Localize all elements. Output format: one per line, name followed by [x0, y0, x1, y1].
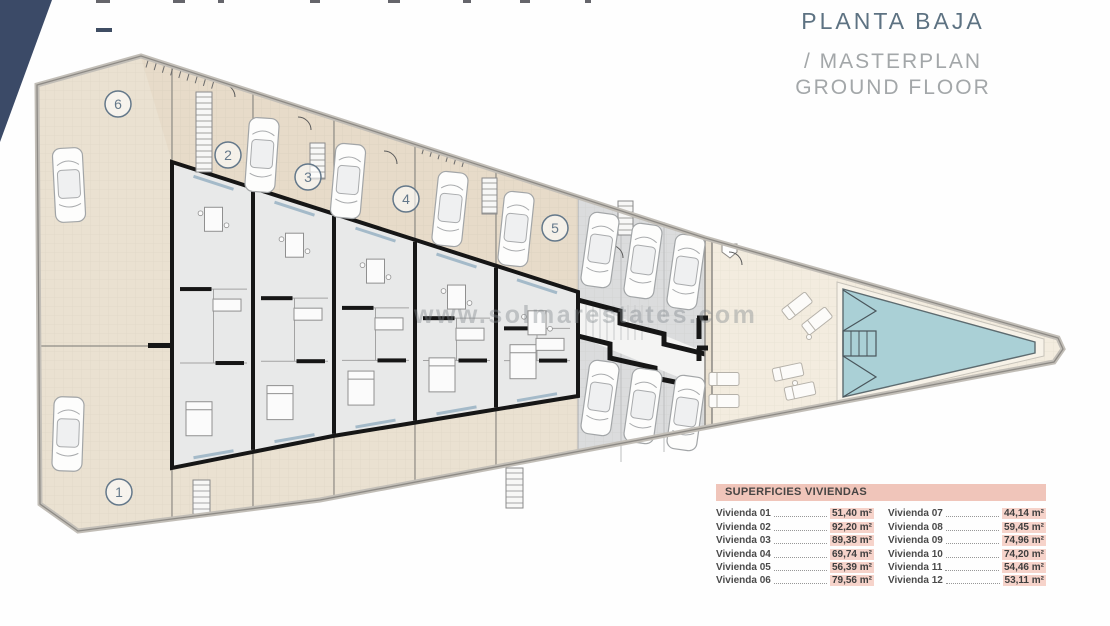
sofa-icon [375, 318, 403, 330]
vivienda-label: Vivienda 01 [716, 508, 771, 520]
dot-leader [946, 575, 1000, 584]
area-value: 51,40 m² [831, 508, 872, 520]
unit-number: 2 [224, 147, 232, 163]
unit-number: 3 [304, 169, 312, 185]
dot-leader [946, 522, 999, 531]
sofa-icon [536, 338, 564, 350]
area-row [888, 506, 1046, 519]
plan-title [728, 8, 1058, 101]
area-row [716, 533, 874, 546]
sun-lounger-icon [709, 395, 739, 408]
dot-leader [774, 575, 827, 584]
bed-icon [267, 386, 293, 420]
unit-number: 5 [551, 220, 559, 236]
stairs-icon [506, 468, 523, 508]
vivienda-label: Vivienda 10 [888, 548, 943, 560]
dot-leader [774, 549, 827, 558]
area-row [716, 519, 874, 532]
dot-leader [946, 549, 999, 558]
area-value: 44,14 m² [1003, 508, 1044, 520]
surface-areas-table [716, 484, 1046, 586]
area-value: 53,11 m² [1004, 575, 1044, 587]
bed-icon [186, 402, 212, 436]
area-value: 74,96 m² [1003, 535, 1044, 547]
car-icon [330, 143, 366, 219]
dot-leader [946, 535, 999, 544]
vivienda-label: Vivienda 11 [888, 561, 943, 573]
unit-number: 6 [114, 96, 122, 112]
unit-marker-3 [295, 164, 321, 190]
area-value: 59,45 m² [1003, 521, 1044, 533]
area-row [888, 533, 1046, 546]
area-value: 92,20 m² [831, 521, 872, 533]
unit-marker-6 [105, 91, 131, 117]
unit-marker-2 [215, 142, 241, 168]
title-spanish: PLANTA BAJA [801, 8, 985, 34]
area-row [888, 519, 1046, 532]
bed-icon [429, 358, 455, 392]
vivienda-label: Vivienda 04 [716, 548, 771, 560]
vivienda-label: Vivienda 07 [888, 508, 943, 520]
vivienda-label: Vivienda 02 [716, 521, 771, 533]
table-icon [286, 233, 304, 257]
area-row [716, 506, 874, 519]
table-icon [367, 259, 385, 283]
area-value: 74,20 m² [1003, 548, 1044, 560]
area-row [716, 546, 874, 559]
unit-marker-1 [106, 479, 132, 505]
bed-icon [348, 371, 374, 405]
watermark: www.solmarestates.com [414, 301, 758, 329]
car-icon [52, 396, 85, 471]
car-icon [52, 147, 86, 222]
dot-leader [946, 508, 999, 517]
area-value: 54,46 m² [1003, 561, 1044, 573]
sun-lounger-icon [709, 373, 739, 386]
title-english-line2: GROUND FLOOR [795, 76, 991, 99]
dot-leader [774, 522, 827, 531]
table-header: SUPERFICIES VIVIENDAS [716, 484, 1046, 501]
bed-icon [510, 345, 536, 379]
unit-marker-4 [393, 186, 419, 212]
sofa-icon [213, 299, 241, 311]
unit-number: 4 [402, 191, 410, 207]
areas-column-2 [888, 506, 1046, 586]
stairs-icon [618, 201, 633, 235]
area-row [888, 560, 1046, 573]
vivienda-label: Vivienda 05 [716, 561, 771, 573]
unit-number: 1 [115, 484, 123, 500]
sofa-icon [294, 308, 322, 320]
area-value: 79,56 m² [831, 575, 872, 587]
area-value: 56,39 m² [831, 561, 872, 573]
vivienda-label: Vivienda 08 [888, 521, 943, 533]
vivienda-label: Vivienda 09 [888, 535, 943, 547]
area-row [716, 560, 874, 573]
title-english-line1: / MASTERPLAN [803, 50, 983, 73]
areas-column-1 [716, 506, 874, 586]
area-row [888, 573, 1046, 586]
table-icon [205, 207, 223, 231]
area-row [716, 573, 874, 586]
stairs-icon [196, 92, 212, 172]
area-value: 69,74 m² [831, 548, 872, 560]
dot-leader [774, 535, 827, 544]
area-row [888, 546, 1046, 559]
stairs-icon [482, 178, 497, 214]
car-icon [244, 117, 279, 193]
stairs-icon [193, 480, 210, 514]
unit-marker-5 [542, 215, 568, 241]
area-value: 89,38 m² [831, 535, 872, 547]
vivienda-label: Vivienda 12 [888, 575, 943, 587]
dot-leader [774, 508, 827, 517]
dot-leader [945, 562, 999, 571]
dot-leader [774, 562, 827, 571]
vivienda-label: Vivienda 06 [716, 575, 771, 587]
vivienda-label: Vivienda 03 [716, 535, 771, 547]
